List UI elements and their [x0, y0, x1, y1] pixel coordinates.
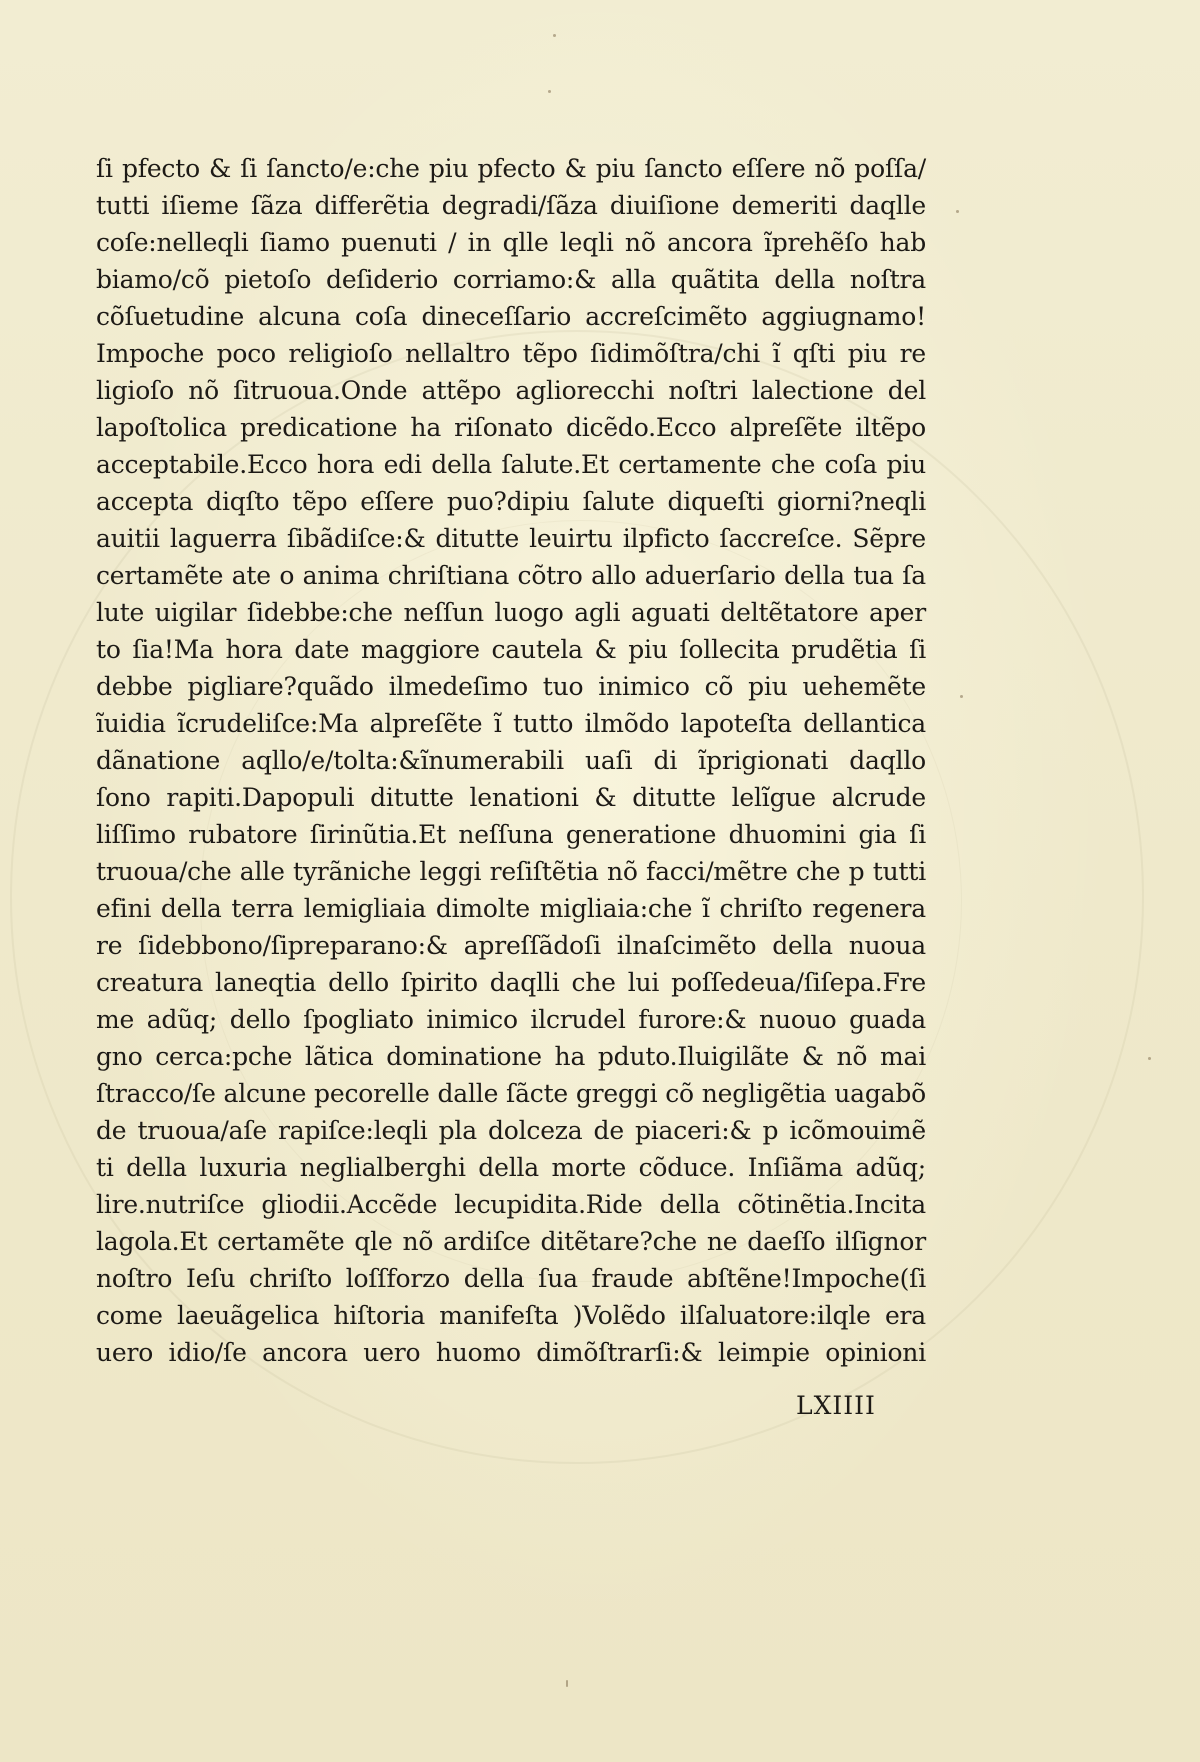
folio-number: LXIIII — [796, 1391, 876, 1420]
text-line: ti della luxuria neglialberghi della morte cõduce. Inſiãma adũq; — [96, 1153, 926, 1182]
text-line: de truoua/aſe rapiſce:leqli pla dolceza de piaceri:& p icõmouimẽ — [96, 1116, 926, 1145]
text-line: noſtro Ieſu chriſto loſſforzo della ſua fraude abſtẽne!Impoche(ſi — [96, 1264, 926, 1293]
text-line: ĩuidia ĩcrudeliſce:Ma alpreſẽte ĩ tutto ilmõdo lapoteſta dellantica — [96, 709, 926, 738]
body-text — [96, 150, 926, 1371]
text-line: lute uigilar ſidebbe:che neſſun luogo agli aguati deltẽtatore aper — [96, 598, 926, 627]
text-line: ſtracco/ſe alcune pecorelle dalle ſãcte greggi cõ negligẽtia uagabõ — [96, 1079, 926, 1108]
text-line: come laeuãgelica hiſtoria manifeſta )Volẽdo ilſaluatore:ilqle era — [96, 1301, 926, 1330]
text-line: me adũq; dello ſpogliato inimico ilcrudel furore:& nuouo guada — [96, 1005, 926, 1034]
text-line: re ſidebbono/ſipreparano:& apreſſãdoſi ilnaſcimẽto della nuoua — [96, 931, 926, 960]
paper-speck — [956, 210, 959, 213]
text-line: biamo/cõ pietoſo deſiderio corriamo:& alla quãtita della noſtra — [96, 265, 926, 294]
text-line: efini della terra lemigliaia dimolte migliaia:che ĩ chriſto regenera — [96, 894, 926, 923]
text-line: coſe:nelleqli ſiamo puenuti / in qlle leqli nõ ancora ĩprehẽſo hab — [96, 228, 926, 257]
paper-speck — [566, 1680, 568, 1687]
text-line: ſi pfecto & ſi ſancto/e:che piu pfecto & piu ſancto eſſere nõ poſſa/ — [96, 154, 926, 183]
text-line: lire.nutriſce gliodii.Accẽde lecupidita.Ride della cõtinẽtia.Incita — [96, 1190, 926, 1219]
text-line: lagola.Et certamẽte qle nõ ardiſce ditẽtare?che ne daeſſo ilſignor — [96, 1227, 926, 1256]
text-line: acceptabile.Ecco hora edi della ſalute.Et certamente che coſa piu — [96, 450, 926, 479]
text-line: lapoſtolica predicatione ha riſonato dicẽdo.Ecco alpreſẽte iltẽpo — [96, 413, 926, 442]
text-line: accepta diqſto tẽpo eſſere puo?dipiu ſalute diqueſti giorni?neqli — [96, 487, 926, 516]
text-line: truoua/che alle tyrãniche leggi reſiſtẽtia nõ facci/mẽtre che p tutti — [96, 857, 926, 886]
text-line: auitii laguerra ſibãdiſce:& ditutte leuirtu ilpficto ſaccreſce. Sẽpre — [96, 524, 926, 553]
text-line: cõſuetudine alcuna coſa dineceſſario accreſcimẽto aggiugnamo! — [96, 302, 926, 331]
text-line: to ſia!Ma hora date maggiore cautela & piu ſollecita prudẽtia ſi — [96, 635, 926, 664]
paper-speck — [960, 695, 963, 698]
text-line: ligioſo nõ ſitruoua.Onde attẽpo agliorecchi noſtri lalectione del — [96, 376, 926, 405]
text-line: Impoche poco religioſo nellaltro tẽpo ſidimõſtra/chi ĩ qſti piu re — [96, 339, 926, 368]
text-line: uero idio/ſe ancora uero huomo dimõſtrarſi:& leimpie opinioni — [96, 1338, 926, 1367]
text-line: debbe pigliare?quãdo ilmedeſimo tuo inimico cõ piu uehemẽte — [96, 672, 926, 701]
paper-speck — [548, 90, 551, 93]
text-line: dãnatione aqllo/e/tolta:&ĩnumerabili uaſi di ĩprigionati daqllo — [96, 746, 926, 775]
text-line: tutti iſieme ſãza differẽtia degradi/ſãza diuiſione demeriti daqlle — [96, 191, 926, 220]
text-line: gno cerca:pche lãtica dominatione ha pduto.Iluigilãte & nõ mai — [96, 1042, 926, 1071]
text-line: ſono rapiti.Dapopuli ditutte lenationi & ditutte lelĩgue alcrude — [96, 783, 926, 812]
text-line: certamẽte ate o anima chriſtiana cõtro allo aduerſario della tua ſa — [96, 561, 926, 590]
paper-speck — [553, 34, 556, 37]
paper-speck — [1148, 1057, 1151, 1060]
text-line: liſſimo rubatore ſirinũtia.Et neſſuna generatione dhuomini gia ſi — [96, 820, 926, 849]
text-line: creatura laneqtia dello ſpirito daqlli che lui poſſedeua/ſiſepa.Fre — [96, 968, 926, 997]
